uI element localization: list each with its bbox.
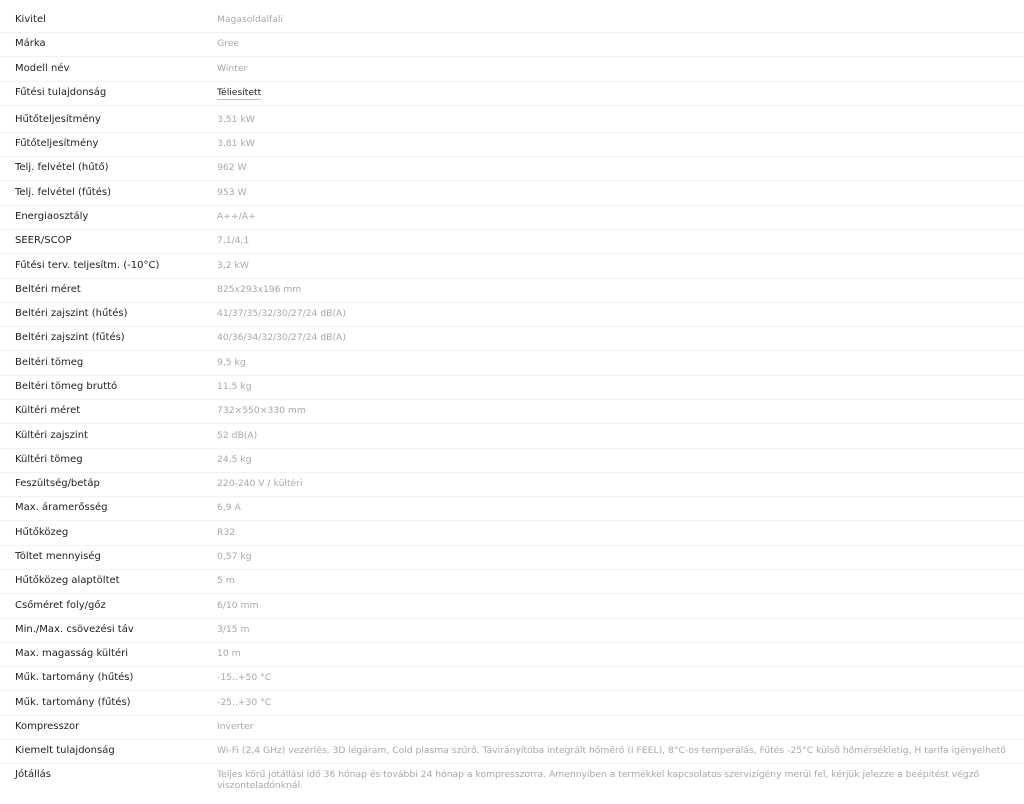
spec-row [0,400,1024,424]
spec-row [0,692,1024,716]
spec-label: Beltéri tömeg bruttó [15,381,118,392]
spec-label: Kültéri tömeg [15,454,83,465]
spec-value: 52 dB(A) [217,430,258,441]
spec-row [0,352,1024,376]
spec-value: Inverter [217,721,254,732]
spec-label: Fűtőteljesítmény [15,138,99,149]
spec-label: Kivitel [15,14,46,25]
spec-row [0,716,1024,740]
spec-row [0,595,1024,619]
spec-row [0,764,1024,802]
spec-value: 7,1/4,1 [217,235,250,246]
heating-feature-link[interactable]: Téliesített [217,87,262,98]
spec-label: Min./Max. csövezési táv [15,624,134,635]
spec-row [0,546,1024,570]
spec-row [0,619,1024,643]
spec-row [0,667,1024,691]
spec-label: Csőméret foly/gőz [15,600,106,611]
spec-value: 953 W [217,187,247,198]
spec-label: Műk. tartomány (fűtés) [15,697,131,708]
spec-value: 41/37/35/32/30/27/24 dB(A) [217,308,346,319]
spec-row [0,570,1024,594]
spec-value: Winter [217,63,248,74]
spec-row [0,643,1024,667]
spec-value: 3/15 m [217,624,250,635]
spec-label: SEER/SCOP [15,235,72,246]
spec-row [0,255,1024,279]
spec-row [0,327,1024,351]
spec-label: Fűtési terv. teljesítm. (-10°C) [15,260,160,271]
spec-row [0,9,1024,33]
spec-value: 6,9 A [217,502,241,513]
spec-value: 3,51 kW [217,114,255,125]
spec-value: 220-240 V / kültéri [217,478,303,489]
spec-row [0,279,1024,303]
spec-label: Telj. felvétel (hűtő) [15,162,109,173]
spec-label: Fűtési tulajdonság [15,87,107,98]
spec-label: Feszültség/betáp [15,478,100,489]
spec-label: Kültéri méret [15,405,81,416]
spec-label: Beltéri zajszint (hűtés) [15,308,128,319]
spec-label: Hűtőteljesítmény [15,114,101,125]
spec-row [0,473,1024,497]
spec-label: Hűtőközeg alaptöltet [15,575,120,586]
spec-label: Energiaosztály [15,211,89,222]
spec-label: Töltet mennyiség [15,551,101,562]
spec-value: Gree [217,38,239,49]
spec-value: 9,5 kg [217,357,246,368]
spec-label: Max. magasság kültéri [15,648,129,659]
spec-row [0,376,1024,400]
spec-value: 24,5 kg [217,454,252,465]
spec-row [0,33,1024,57]
spec-label: Kültéri zajszint [15,430,88,441]
spec-value: 962 W [217,162,247,173]
spec-row [0,206,1024,230]
spec-value: A++/A+ [217,211,256,222]
spec-row [0,497,1024,521]
spec-value: 6/10 mm [217,600,259,611]
spec-label: Beltéri tömeg [15,357,84,368]
spec-value: Magasoldalfali [217,14,283,25]
spec-row [0,182,1024,206]
spec-row [0,425,1024,449]
spec-value: 732×550×330 mm [217,405,306,416]
spec-label: Hűtőközeg [15,527,69,538]
spec-value: -25..+30 °C [217,697,272,708]
spec-value: R32 [217,527,236,538]
spec-label: Modell név [15,63,70,74]
spec-value: 3,2 kW [217,260,249,271]
spec-row [0,58,1024,82]
spec-row [0,740,1024,764]
spec-row [0,133,1024,157]
spec-label: Műk. tartomány (hűtés) [15,672,134,683]
spec-label: Jótállás [15,769,52,780]
spec-value: Teljes körű jótállási idő 36 hónap és további 24 hónap a kompresszorra. Amennyiben a termékkel kapcsolatos szervizigény merül fel, kérjük jelezze a beépítést végző viszonteladónknál. [217,769,980,791]
spec-label: Beltéri zajszint (fűtés) [15,332,125,343]
spec-label: Kiemelt tulajdonság [15,745,115,756]
spec-value: 0,57 kg [217,551,252,562]
spec-row [0,449,1024,473]
spec-label: Telj. felvétel (fűtés) [15,187,111,198]
spec-row [0,522,1024,546]
spec-value: -15..+50 °C [217,672,272,683]
spec-row [0,303,1024,327]
spec-row [0,230,1024,254]
spec-label: Max. áramerősség [15,502,108,513]
spec-row [0,109,1024,133]
spec-value: 10 m [217,648,241,659]
spec-value: 825x293x196 mm [217,284,302,295]
spec-value: 40/36/34/32/30/27/24 dB(A) [217,332,346,343]
spec-value: 3,81 kW [217,138,255,149]
spec-value: 5 m [217,575,235,586]
spec-row [0,82,1024,106]
spec-row [0,157,1024,181]
spec-value: Wi-Fi (2,4 GHz) vezérlés, 3D légáram, Cold plasma szűrő, Távirányítóba integrált hőmérő (I FEEL), 8°C-os temperálás, Fűtés -25°C külső hőmérsékletig, H tarifa igényelhető [217,745,1006,756]
spec-label: Beltéri méret [15,284,81,295]
spec-label: Kompresszor [15,721,80,732]
spec-value: 11,5 kg [217,381,252,392]
spec-label: Márka [15,38,46,49]
